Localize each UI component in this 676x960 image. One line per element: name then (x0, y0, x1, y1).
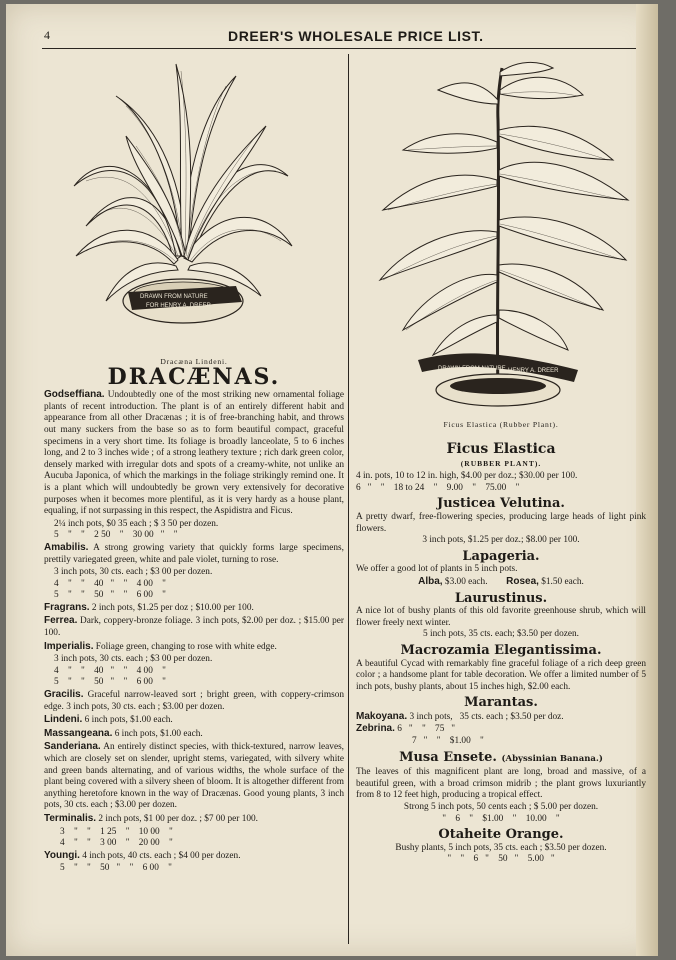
price-line: 2¼ inch pots, $0 35 each ; $ 3 50 per dozen. (54, 518, 219, 529)
otaheite-price-line: Bushy plants, 5 inch pots, 35 cts. each ; $3.50 per dozen. (395, 842, 607, 853)
justicea-heading: Justicea Velutina. (437, 496, 565, 512)
macrozamia-heading: Macrozamia Elegantissima. (400, 642, 602, 658)
price-line: 3 " " 1 25 " 10 00 " (60, 826, 173, 837)
entry-sanderiana (44, 741, 344, 812)
entry-gracilis (44, 689, 344, 713)
entry-text: Graceful narrow-leaved sort ; bright green, with coppery-crimson edge. 3 inch pots, 30 cts. each ; $3.00 per dozen. (44, 690, 344, 712)
price-line: 3 inch pots, 30 cts. each ; $3 00 per dozen. (54, 567, 213, 578)
marantas-heading: Marantas. (464, 695, 538, 711)
entry-ferrea (44, 615, 344, 639)
musa-price-line: " 6 " $1.00 " 10.00 " (442, 813, 560, 824)
entry-name: Sanderiana. (44, 741, 101, 753)
price-line: 3 inch pots, 30 cts. each ; $3 00 per dozen. (54, 654, 213, 665)
column-divider (348, 54, 349, 944)
ficus-illustration (378, 60, 638, 410)
otaheite-price-line: " " 6 " 50 " 5.00 " (447, 854, 555, 865)
justicea-price: 3 inch pots, $1.25 per doz.; $8.00 per 100. (422, 535, 580, 546)
makoyana-price: 3 inch pots, 35 cts. each ; $3.50 per doz. (409, 711, 564, 722)
marantas-extra-price: 7 " " $1.00 " (412, 736, 484, 747)
entry-name: Massangeana. (44, 727, 113, 739)
laurustinus-text: A nice lot of bushy plants of this old favorite greenhouse shrub, which will flower freely next winter. (356, 606, 646, 628)
musa-subtitle: (Abyssinian Banana.) (501, 753, 603, 764)
entry-fragrans (44, 602, 344, 615)
rosea-name: Rosea, (506, 575, 539, 587)
entry-text: 6 inch pots, $1.00 each. (84, 715, 173, 726)
entry-name: Terminalis. (44, 812, 97, 824)
entry-text: An entirely distinct species, with thick-textured, narrow leaves, which are closely set on slender, upright stems, variegated, with silvery white and green bands alternating, and of various widths, the whole surface of the plant being covered with a silvery sheen of bloom. It is altogether different from anything heretofore known in the way of Dracænas. Good young plants, 3 inch pots, 30 cts. each ; $3.00 per dozen. (44, 742, 345, 811)
ficus-price-line: 6 " " 18 to 24 " 9.00 " 75.00 " (356, 482, 520, 493)
entry-name: Lindeni. (44, 714, 83, 726)
entry-terminalis (44, 813, 344, 826)
entry-imperialis (44, 641, 344, 654)
entry-name: Youngi. (44, 849, 80, 861)
entry-lindeni (44, 714, 344, 727)
entry-text: A strong growing variety that quickly forms large specimens, prettily variegated green, white and pale violet, turning to rose. (44, 542, 345, 565)
musa-title: Musa Ensete. (399, 749, 497, 765)
zebrina-name: Zebrina. (356, 723, 395, 735)
price-line: 5 " " 50 " " 6 00 " (60, 863, 172, 874)
entry-name: Gracilis. (44, 689, 84, 701)
price-line: 4 " " 40 " " 4 00 " (54, 578, 166, 589)
catalog-page (6, 4, 658, 956)
macrozamia-text: A beautiful Cycad with remarkably fine graceful foliage of a rich deep green color ; a handsome plant for table decoration. We offer a limited number of 5 inch pots, bushy plants, about 15 inches high, $2.00 each. (356, 658, 646, 692)
entry-name: Imperialis. (44, 640, 94, 652)
entry-text: Foliage green, changing to rose with white edge. (95, 641, 277, 652)
ficus-price-line: 4 in. pots, 10 to 12 in. high, $4.00 per doz.; $30.00 per 100. (356, 471, 578, 482)
right-banner-line-2: HENRY A. DREER (508, 368, 559, 374)
dracaena-illustration (66, 56, 296, 342)
makoyana-row (356, 711, 646, 724)
price-line: 5 " " 2 50 " 30 00 " " (54, 530, 178, 541)
page-title: DREER'S WHOLESALE PRICE LIST. (228, 28, 484, 44)
justicea-text: A pretty dwarf, free-flowering species, producing large heads of light pink flowers. (356, 511, 646, 534)
entry-text: Undoubtedly one of the most striking new ornamental foliage plants of recent introduction. The plant is of an entirely different habit and appearance from all other Dracænas ; it is of free-branching habit, and throws out many suckers from the base so as to form beautiful compact, graceful specimens in a very short time. Its foliage is broadly lanceolate, 5 to 6 inches long, and 2 to 3 inches wide ; of a strong leathery texture ; rich dark green color, densely marked with irregular dots and spots of a creamy-white, not unlike an Aucuba Japonica, of which the markings in the foliage strikingly remind one. It is a plant which will undoubtedly be grown very extensively for decorative purposes when it becomes more plentiful, as it is very hardy as a house plant, equaling, if not surpassing in this respect, the Aspidistra and Ficus. (44, 390, 344, 517)
dracaena-caption: Dracæna Lindeni. (160, 357, 228, 366)
entry-text: 6 inch pots, $1.00 each. (114, 728, 203, 739)
price-line: 5 " " 50 " " 6 00 " (54, 590, 166, 601)
musa-text: The leaves of this magnificent plant are long, broad and massive, of a beautiful green, with a broad crimson midrib ; the plant grows luxuriantly from 8 to 12 feet high, producing a tropical effect. (356, 767, 646, 801)
left-column (44, 356, 344, 875)
musa-heading (356, 749, 646, 766)
lapageria-heading: Lapageria. (462, 548, 540, 564)
entry-name: Fragrans. (44, 601, 90, 613)
entry-text: 2 inch pots, $1 00 per doz. ; $7 00 per 100. (98, 813, 258, 824)
left-banner-line-1: DRAWN FROM NATURE (140, 294, 208, 300)
zebrina-row (356, 723, 646, 736)
rosea-price: $1.50 each. (541, 576, 584, 587)
price-line: 4 " " 40 " " 4 00 " (54, 665, 166, 676)
price-line: 5 " " 50 " " 6 00 " (54, 677, 166, 688)
dracaenas-heading: DRACÆNAS. (107, 363, 281, 390)
entry-text: Dark, coppery-bronze foliage. 3 inch pots, $2.00 per doz. ; $15.00 per 100. (44, 616, 344, 639)
header-rule (42, 48, 636, 49)
page-number: 4 (44, 28, 50, 42)
alba-name: Alba, (418, 575, 443, 587)
makoyana-name: Makoyana. (356, 710, 408, 722)
musa-price-line: Strong 5 inch pots, 50 cents each ; $ 5.00 per dozen. (403, 802, 599, 813)
right-banner-line-1: DRAWN FROM NATURE (438, 366, 506, 372)
otaheite-heading: Otaheite Orange. (438, 827, 564, 843)
entry-name: Amabilis. (44, 541, 89, 553)
zebrina-price: 6 " " 75 " (397, 724, 456, 735)
right-column (356, 440, 646, 866)
lapageria-text: We offer a good lot of plants in 5 inch pots. (356, 564, 518, 575)
entry-text: 4 inch pots, 40 cts. each ; $4 00 per dozen. (82, 850, 241, 861)
entry-godseffiana (44, 389, 344, 518)
ficus-heading: Ficus Elastica (446, 441, 556, 457)
page-header (6, 22, 636, 44)
entry-text: 2 inch pots, $1.25 per doz ; $10.00 per 100. (91, 602, 254, 613)
entry-massangeana (44, 728, 344, 741)
entry-name: Ferrea. (44, 615, 78, 627)
ficus-subtitle: (RUBBER PLANT). (460, 458, 542, 468)
alba-price: $3.00 each. (444, 576, 488, 587)
laurustinus-price: 5 inch pots, 35 cts. each; $3.50 per dozen. (423, 629, 579, 640)
ficus-caption: Ficus Elastica (Rubber Plant). (443, 420, 559, 429)
left-banner-line-2: FOR HENRY A. DREER (146, 303, 211, 309)
lapageria-prices (356, 576, 646, 589)
entry-youngi (44, 850, 344, 863)
price-line: 4 " " 3 00 " 20 00 " (60, 838, 173, 849)
laurustinus-heading: Laurustinus. (454, 590, 548, 606)
entry-amabilis (44, 542, 344, 566)
entry-name: Godseffiana. (44, 389, 105, 401)
